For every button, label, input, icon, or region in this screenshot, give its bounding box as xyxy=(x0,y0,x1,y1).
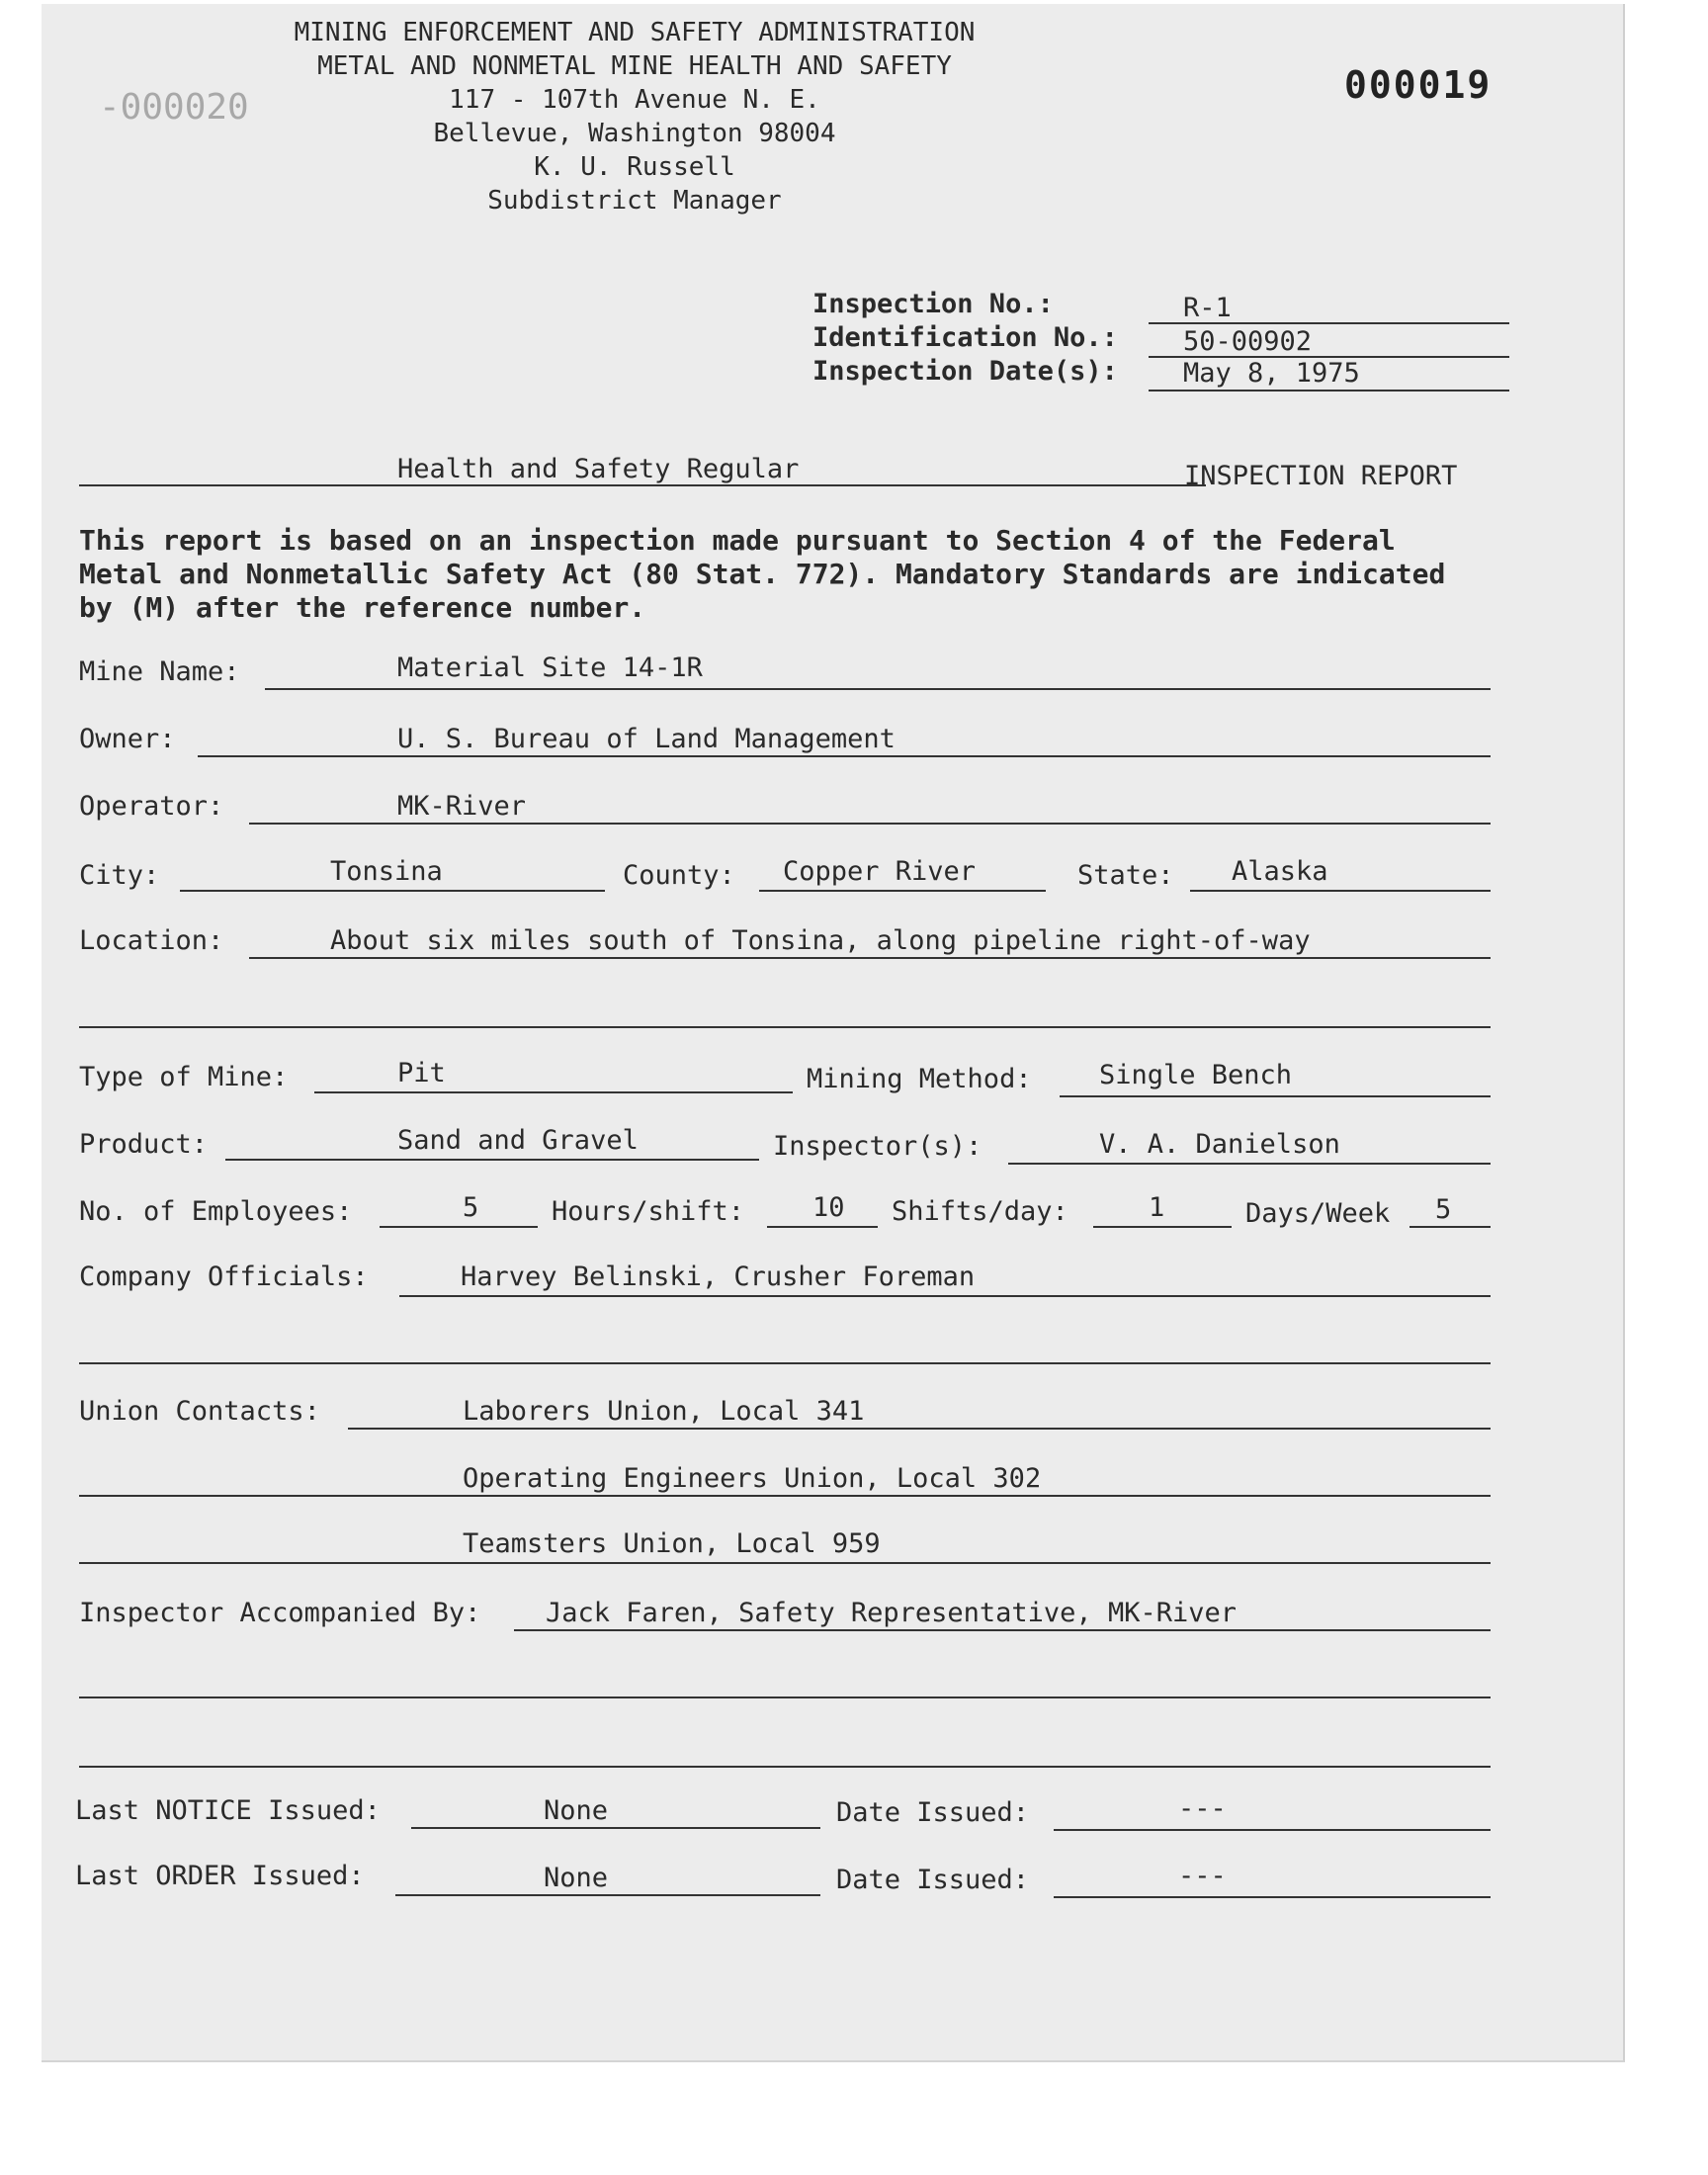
intro-line-1: This report is based on an inspection made pursuant to Section 4 of the Federal xyxy=(79,524,1396,557)
order-date-line xyxy=(1054,1896,1491,1898)
operator-value: MK-River xyxy=(397,791,527,822)
report-type-line xyxy=(79,484,1206,486)
officials-value: Harvey Belinski, Crusher Foreman xyxy=(461,1262,976,1292)
mining-method-label: Mining Method: xyxy=(807,1064,1032,1094)
hours-label: Hours/shift: xyxy=(552,1196,745,1227)
address-street: 117 - 107th Avenue N. E. xyxy=(449,85,820,115)
notice-label: Last NOTICE Issued: xyxy=(75,1795,381,1826)
days-line xyxy=(1409,1226,1491,1228)
inspection-date-value: May 8, 1975 xyxy=(1183,358,1360,389)
accompanied-line xyxy=(514,1629,1491,1631)
hours-line xyxy=(767,1226,878,1228)
faded-number-stamp: -000020 xyxy=(99,87,249,128)
agency-name: MINING ENFORCEMENT AND SAFETY ADMINISTRATION xyxy=(294,18,976,47)
union-contact-1: Laborers Union, Local 341 xyxy=(463,1396,865,1427)
union-contact-2: Operating Engineers Union, Local 302 xyxy=(463,1463,1042,1494)
hours-value: 10 xyxy=(812,1192,845,1223)
employees-line xyxy=(380,1226,538,1228)
union-contacts-label: Union Contacts: xyxy=(79,1396,320,1427)
union-line-3 xyxy=(79,1562,1491,1564)
notice-line xyxy=(411,1827,820,1829)
product-value: Sand and Gravel xyxy=(397,1125,639,1156)
officials-line xyxy=(399,1295,1491,1297)
mining-method-value: Single Bench xyxy=(1099,1060,1293,1090)
county-label: County: xyxy=(623,860,735,891)
state-label: State: xyxy=(1077,860,1174,891)
city-label: City: xyxy=(79,860,160,891)
county-line xyxy=(759,890,1046,892)
location-value: About six miles south of Tonsina, along pipeline right-of-way xyxy=(330,925,1311,956)
type-of-mine-label: Type of Mine: xyxy=(79,1062,289,1092)
intro-line-2: Metal and Nonmetallic Safety Act (80 Stat. 772). Mandatory Standards are indicated xyxy=(79,558,1446,590)
notice-date-label: Date Issued: xyxy=(836,1797,1030,1828)
employees-value: 5 xyxy=(463,1192,479,1223)
shifts-value: 1 xyxy=(1149,1192,1165,1223)
accompanied-label: Inspector Accompanied By: xyxy=(79,1598,481,1628)
shifts-label: Shifts/day: xyxy=(892,1196,1068,1227)
intro-line-3: by (M) after the reference number. xyxy=(79,591,646,624)
notice-date-value: --- xyxy=(1178,1793,1227,1824)
inspectors-value: V. A. Danielson xyxy=(1099,1129,1340,1160)
mine-name-label: Mine Name: xyxy=(79,656,240,687)
identification-no-value: 50-00902 xyxy=(1183,326,1313,357)
employees-label: No. of Employees: xyxy=(79,1196,353,1227)
division-name: METAL AND NONMETAL MINE HEALTH AND SAFETY xyxy=(317,51,952,81)
operator-label: Operator: xyxy=(79,791,224,822)
notice-value: None xyxy=(544,1795,609,1826)
page-number-stamp: 000019 xyxy=(1344,63,1493,107)
inspection-no-line xyxy=(1149,322,1509,324)
report-title: INSPECTION REPORT xyxy=(1184,461,1458,491)
location-label: Location: xyxy=(79,925,224,956)
mine-name-line xyxy=(265,688,1491,690)
days-label: Days/Week xyxy=(1245,1198,1391,1229)
inspectors-line xyxy=(1008,1163,1491,1165)
county-value: Copper River xyxy=(783,856,977,887)
notice-date-line xyxy=(1054,1829,1491,1831)
owner-value: U. S. Bureau of Land Management xyxy=(397,724,896,754)
owner-line xyxy=(198,755,1491,757)
inspection-no-label: Inspection No.: xyxy=(812,289,1054,319)
identification-no-label: Identification No.: xyxy=(812,322,1118,353)
days-value: 5 xyxy=(1435,1194,1452,1225)
officials-line-2 xyxy=(79,1362,1491,1364)
document-page xyxy=(42,4,1625,2062)
officials-label: Company Officials: xyxy=(79,1262,369,1292)
manager-title: Subdistrict Manager xyxy=(487,186,782,216)
type-of-mine-value: Pit xyxy=(397,1058,446,1088)
union-line-1 xyxy=(348,1428,1491,1430)
inspection-date-line xyxy=(1149,390,1509,392)
order-date-label: Date Issued: xyxy=(836,1865,1030,1895)
address-city: Bellevue, Washington 98004 xyxy=(433,119,836,148)
type-of-mine-line xyxy=(314,1091,793,1093)
state-line xyxy=(1190,890,1491,892)
state-value: Alaska xyxy=(1232,856,1328,887)
city-line xyxy=(180,890,605,892)
report-type: Health and Safety Regular xyxy=(397,454,800,484)
city-value: Tonsina xyxy=(330,856,443,887)
mining-method-line xyxy=(1060,1095,1491,1097)
product-line xyxy=(225,1159,759,1161)
union-line-2 xyxy=(79,1495,1491,1497)
manager-name: K. U. Russell xyxy=(534,152,735,182)
accompanied-value: Jack Faren, Safety Representative, MK-River xyxy=(546,1598,1237,1628)
inspectors-label: Inspector(s): xyxy=(773,1131,982,1162)
inspection-no-value: R-1 xyxy=(1183,293,1232,323)
product-label: Product: xyxy=(79,1129,209,1160)
shifts-line xyxy=(1093,1226,1232,1228)
accompanied-line-2 xyxy=(79,1696,1491,1698)
union-contact-3: Teamsters Union, Local 959 xyxy=(463,1528,881,1559)
order-line xyxy=(395,1894,820,1896)
inspection-date-label: Inspection Date(s): xyxy=(812,356,1118,387)
order-label: Last ORDER Issued: xyxy=(75,1861,365,1891)
order-date-value: --- xyxy=(1178,1861,1227,1891)
mine-name-value: Material Site 14-1R xyxy=(397,652,703,683)
accompanied-line-3 xyxy=(79,1766,1491,1768)
order-value: None xyxy=(544,1863,609,1893)
location-line xyxy=(249,957,1491,959)
location-line-2 xyxy=(79,1026,1491,1028)
owner-label: Owner: xyxy=(79,724,176,754)
operator-line xyxy=(249,823,1491,825)
